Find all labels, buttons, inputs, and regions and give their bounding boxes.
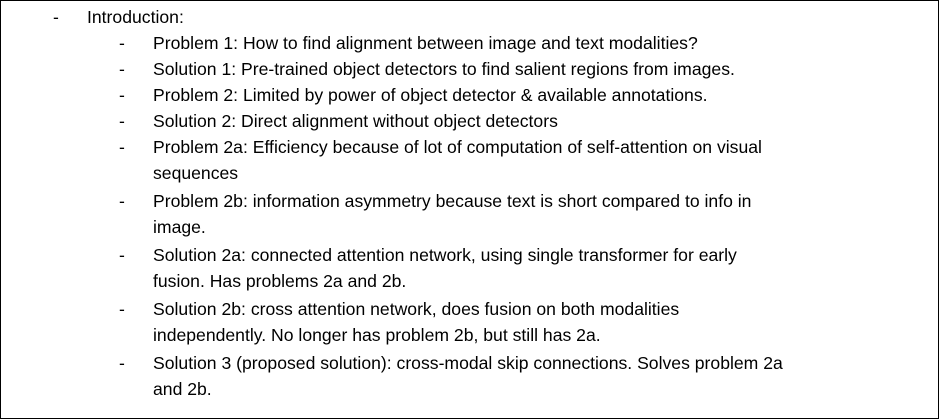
list-item-solution-2b-line-2: independently. No longer has problem 2b, but still has 2a. <box>153 325 601 345</box>
list-item-problem-2a-line-1: Problem 2a: Efficiency because of lot of computation of self-attention on visual <box>153 137 762 157</box>
list-item-problem-2b-line-2: image. <box>153 217 206 237</box>
list-item-solution-2b-line-1: Solution 2b: cross attention network, does fusion on both modalities <box>153 299 680 319</box>
list-item-solution-2: Solution 2: Direct alignment without object detectors <box>153 111 558 131</box>
list-item-problem-2a-line-2: sequences <box>153 163 239 183</box>
list-item-problem-2: Problem 2: Limited by power of object detector & available annotations. <box>153 85 708 105</box>
section-title: Introduction: <box>87 7 184 27</box>
list-item-solution-2a-line-1: Solution 2a: connected attention network, using single transformer for early <box>153 245 737 265</box>
list-item-bullet: - <box>119 33 125 53</box>
list-item-bullet: - <box>119 111 125 131</box>
list-item-solution-2a-line-2: fusion. Has problems 2a and 2b. <box>153 271 407 291</box>
list-item-problem-2b-line-1: Problem 2b: information asymmetry because text is short compared to info in <box>153 191 752 211</box>
list-item-problem-1: Problem 1: How to find alignment between image and text modalities? <box>153 33 698 53</box>
list-item-bullet: - <box>119 137 125 157</box>
list-item-solution-3-line-2: and 2b. <box>153 379 212 399</box>
list-item-solution-3-line-1: Solution 3 (proposed solution): cross-modal skip connections. Solves problem 2a <box>153 353 783 373</box>
list-item-bullet: - <box>119 85 125 105</box>
list-item-bullet: - <box>119 353 125 373</box>
list-item-bullet: - <box>119 191 125 211</box>
list-item-solution-1: Solution 1: Pre-trained object detectors to find salient regions from images. <box>153 59 735 79</box>
list-item-bullet: - <box>119 299 125 319</box>
section-bullet: - <box>53 7 59 27</box>
list-item-bullet: - <box>119 245 125 265</box>
list-item-bullet: - <box>119 59 125 79</box>
